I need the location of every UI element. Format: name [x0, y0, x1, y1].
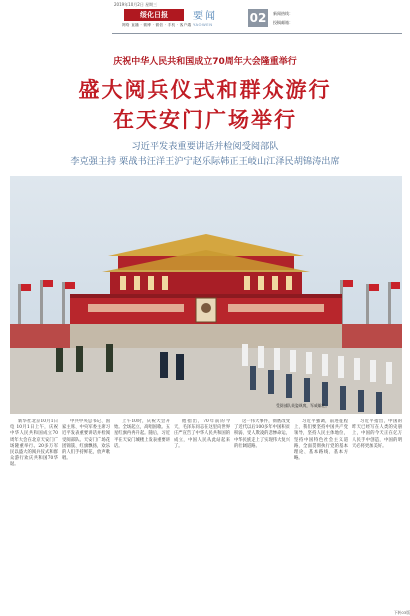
text-column: 这一伟大事件，彻底改变了近代以后100多年中国积贫积弱、受人欺凌的悲惨命运，中华民族走上了实现伟大复兴的壮阔道路。 — [234, 419, 290, 449]
text-column: 习近平强调，前进征程上，我们要坚持中国共产党领导，坚持人民主体地位，坚持中国特色社会主义道路，全面贯彻执行党的基本理论、基本路线、基本方略。 — [294, 419, 348, 462]
main-headline-line-2: 在天安门广场举行 — [113, 107, 297, 132]
text-column: 新华社北京10月1日电 10月1日上午，庆祝中华人民共和国成立70周年大会在北京天安门广场隆重举行。20多万军民以盛大的阅兵仪式和群众游行欢庆共和国70华诞。 — [10, 419, 58, 468]
submission-email: 投稿邮箱： — [273, 20, 293, 25]
text-column: 他指出，70年前的今天，毛泽东同志在这里向世界庄严宣告了中华人民共和国的成立，中国人民从此站起来了。 — [174, 419, 230, 449]
newspaper-logo: 绥化日报 — [124, 9, 184, 21]
tiananmen-parade-illustration — [10, 176, 402, 414]
portrait — [196, 298, 216, 322]
masthead-divider — [112, 33, 402, 34]
text-column: 中共中央总书记、国家主席、中央军委主席习近平发表重要讲话并检阅受阅部队。天安门广场花团锦簇、红旗飘扬，欢乐的人们手持鲜花，放声歌唱。 — [62, 419, 110, 462]
headline-kicker: 庆祝中华人民共和国成立70周年大会隆重举行 — [113, 57, 297, 67]
page-number: 02 — [249, 11, 267, 25]
text-column: 上午10时，庆祝大会开始。全场起立，高唱国歌。五星红旗冉冉升起。随后，习近平在天安门城楼上发表重要讲话。 — [114, 419, 170, 449]
logo-tagline: 网络 直播 · 微博 · 微信 · 手机 · 客户端 — [122, 23, 192, 27]
section-subtitle: YAOWEN — [193, 22, 213, 27]
subheadline-2: 李克强主持 栗战书汪洋王沪宁赵乐际韩正王岐山江泽民胡锦涛出席 — [70, 156, 340, 167]
text-column: 习近平指出，中国的昨天已经写在人类的史册上，中国的今天正在亿万人民手中创造，中国的明天必将更加美好。 — [352, 419, 402, 449]
article-body — [10, 419, 402, 611]
issue-date: 2019年10月2日 星期三 — [114, 2, 158, 7]
masthead — [0, 0, 410, 40]
news-hotline: 新闻热线： — [273, 11, 293, 16]
photo-caption: 受阅部队英姿飒爽，军威雄壮。 — [276, 403, 330, 408]
section-title: 要闻 — [193, 11, 217, 22]
main-headline-line-1: 盛大阅兵仪式和群众游行 — [78, 77, 332, 102]
lead-photo — [10, 176, 402, 414]
continued-on-page: 下转03版 — [393, 610, 410, 615]
subheadline-1: 习近平发表重要讲话并检阅受阅部队 — [131, 141, 279, 152]
